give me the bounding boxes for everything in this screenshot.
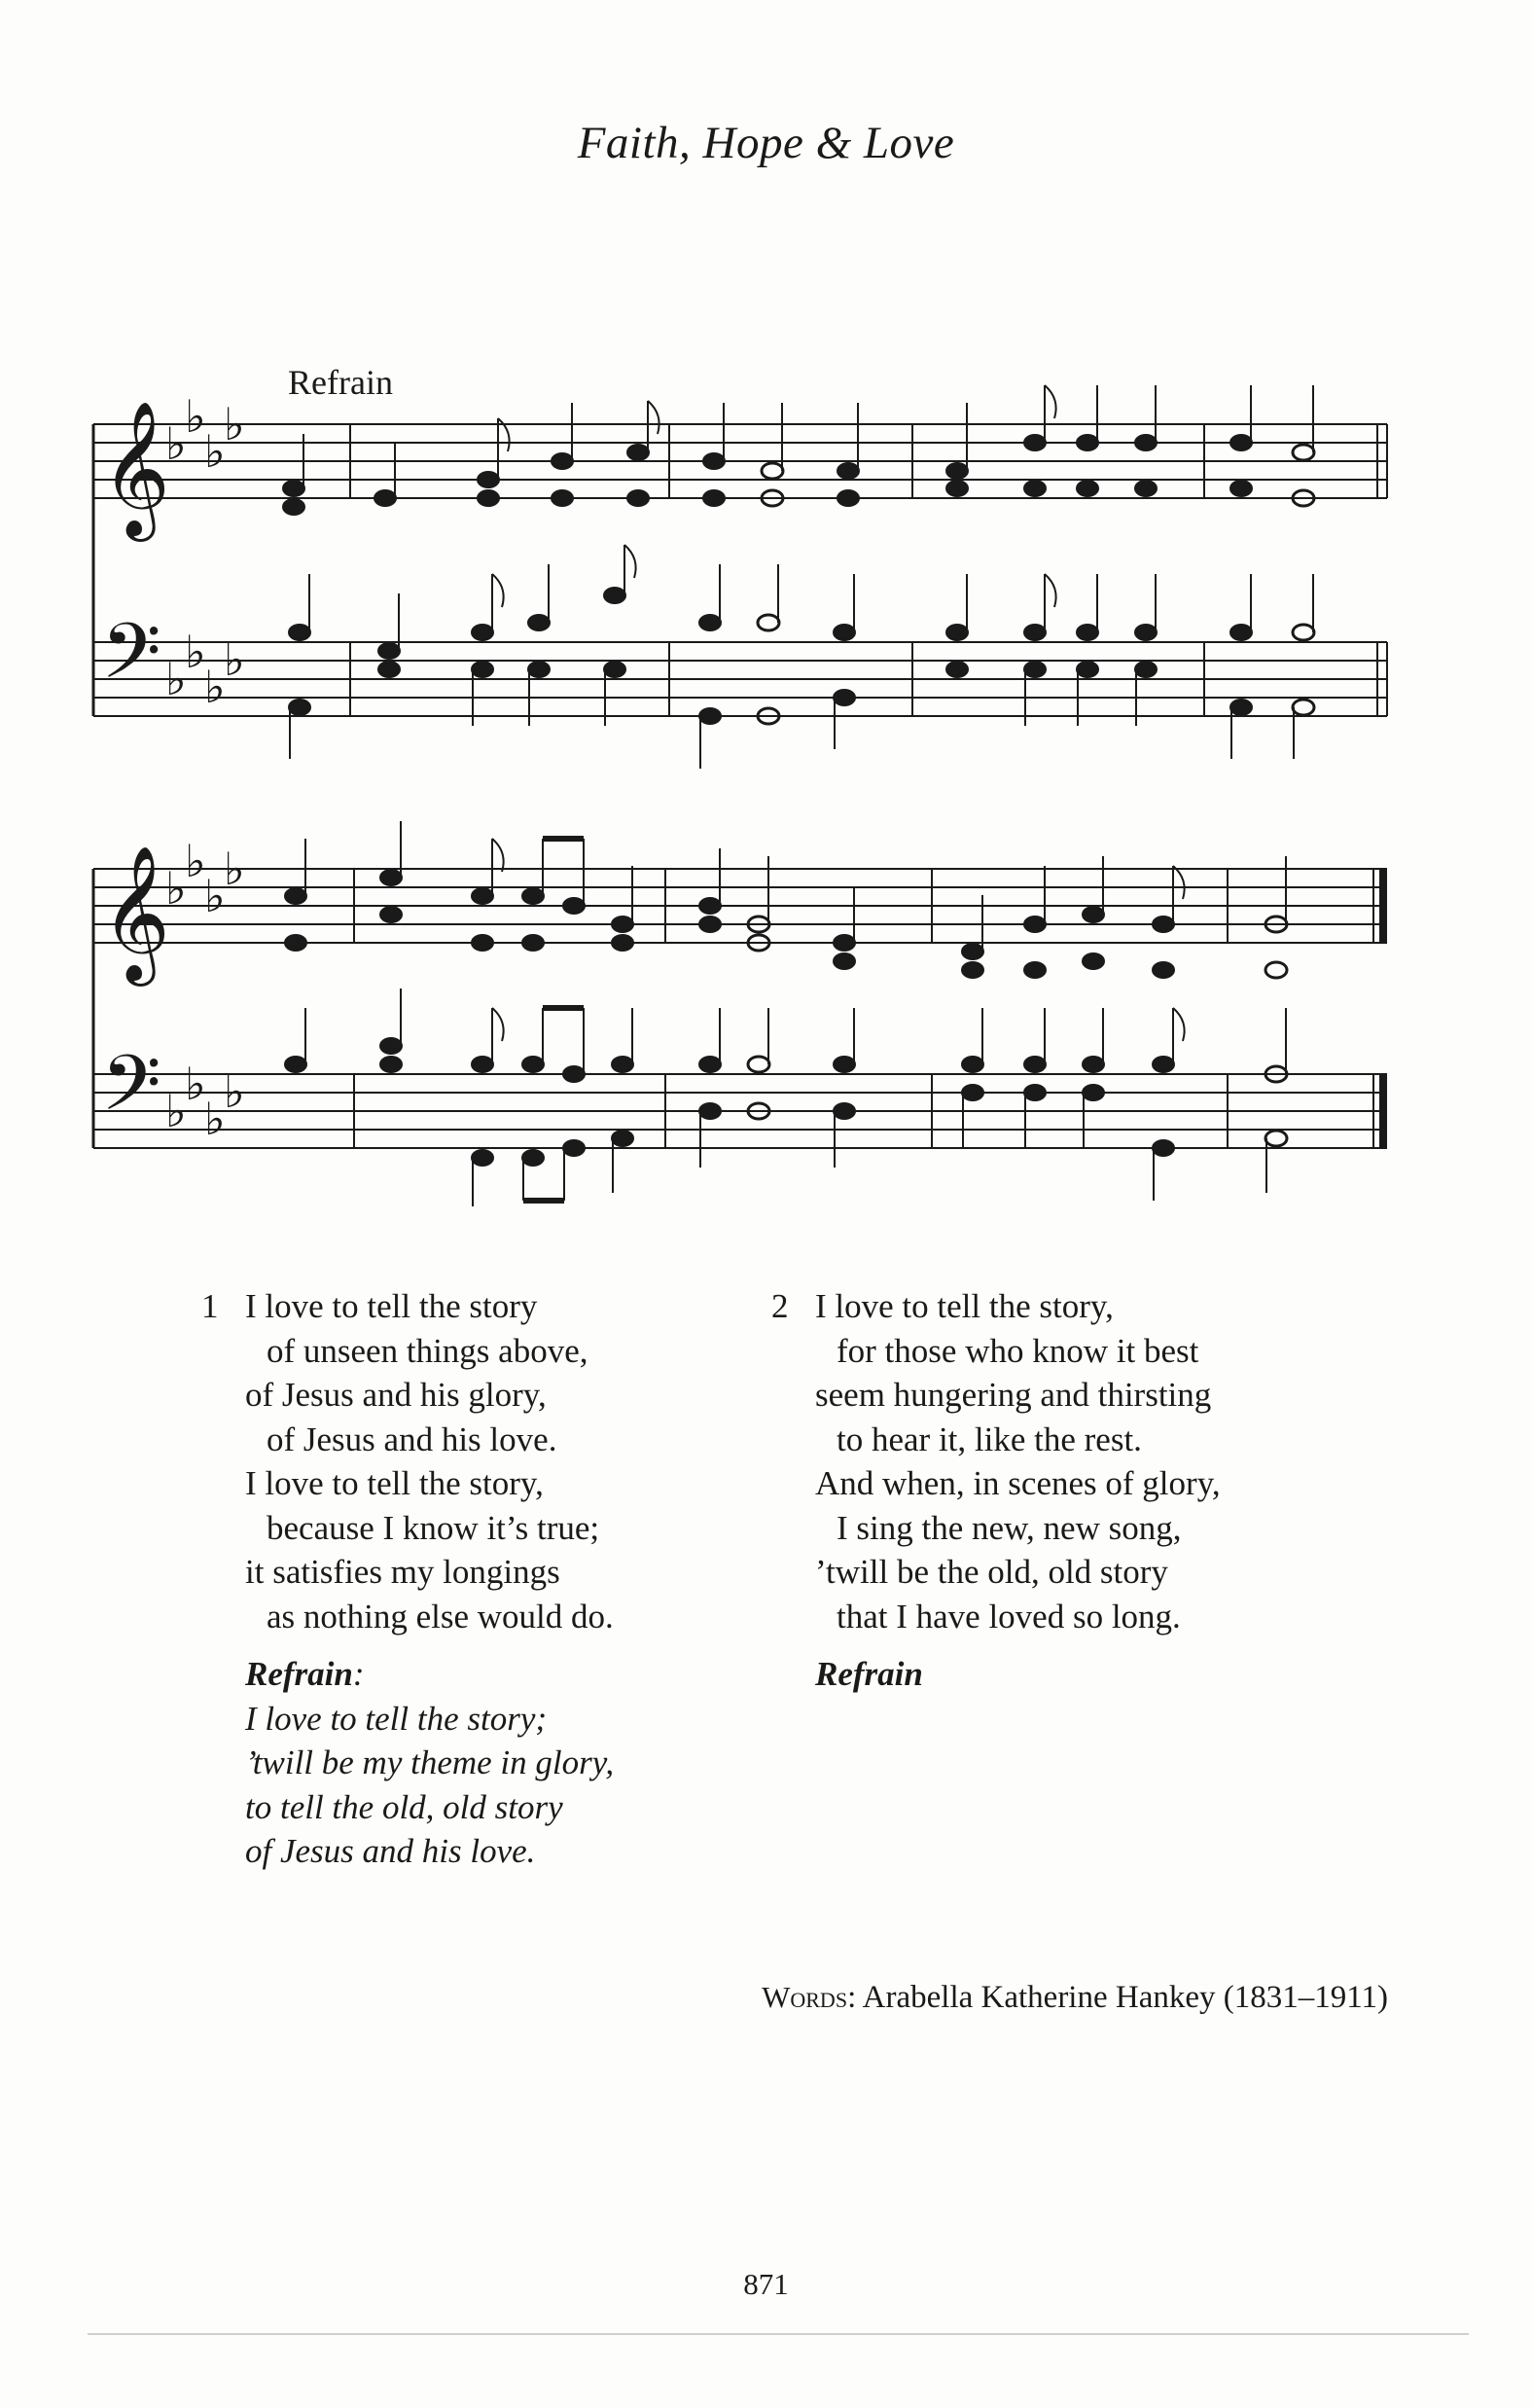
svg-text:♭: ♭: [204, 661, 226, 713]
verse-line: to hear it, like the rest.: [837, 1420, 1142, 1458]
svg-text:♭: ♭: [204, 870, 226, 922]
refrain-line: ’twill be my theme in glory,: [245, 1743, 615, 1781]
verse-line: for those who know it best: [837, 1331, 1199, 1370]
svg-text:♭: ♭: [204, 425, 226, 478]
treble-clef-icon: 𝄞: [101, 845, 170, 981]
system-2-key-signature: [165, 835, 245, 1145]
svg-text:♭: ♭: [185, 835, 206, 887]
system-1-barlines: [350, 424, 1387, 716]
bottom-rule: [88, 2333, 1469, 2335]
verse-line: ’twill be the old, old story: [815, 1553, 1168, 1591]
verse-line: it satisfies my longings: [245, 1553, 560, 1591]
system-2-barlines: [354, 869, 1373, 1148]
system-2-bass-staff: [93, 1074, 1387, 1148]
refrain-label: Refrain: [288, 363, 393, 402]
verse-1-number: 1: [201, 1287, 219, 1325]
system-1-key-signature: [165, 390, 245, 713]
verse-2: [771, 1284, 1221, 1697]
svg-text:♭: ♭: [165, 862, 187, 915]
verse-line: I sing the new, new song,: [837, 1508, 1182, 1547]
svg-text:♭: ♭: [224, 633, 245, 686]
bass-clef-icon: 𝄢: [101, 606, 161, 715]
system-1-bass-notes: [289, 545, 1314, 769]
system-2: [93, 869, 1387, 1148]
svg-text:♭: ♭: [165, 653, 187, 705]
verse-line: And when, in scenes of glory,: [815, 1464, 1221, 1502]
page-number: 871: [743, 2267, 789, 2301]
verse-2-number: 2: [771, 1287, 789, 1325]
system-2-treble-staff: [93, 869, 1387, 943]
svg-text:♭: ♭: [185, 626, 206, 678]
verse-1: [201, 1284, 615, 1874]
svg-text:♭: ♭: [165, 417, 187, 470]
verse-line: I love to tell the story: [245, 1287, 538, 1325]
verse-line: that I have loved so long.: [837, 1597, 1181, 1635]
verse-line: I love to tell the story,: [245, 1464, 544, 1502]
verse-line: of Jesus and his glory,: [245, 1376, 547, 1414]
svg-text:♭: ♭: [185, 1058, 206, 1110]
refrain-heading: Refrain:: [245, 1655, 365, 1693]
treble-clef-icon: 𝄞: [101, 401, 170, 536]
refrain-line: of Jesus and his love.: [245, 1832, 536, 1870]
svg-text:♭: ♭: [224, 398, 245, 450]
section-title: Faith, Hope & Love: [577, 118, 955, 168]
bass-clef-icon: 𝄢: [101, 1038, 161, 1147]
system-2-treble-notes: [285, 821, 1287, 978]
svg-text:♭: ♭: [224, 843, 245, 895]
verse-line: seem hungering and thirsting: [815, 1376, 1212, 1414]
verse-line: of unseen things above,: [267, 1331, 588, 1370]
words-credit: Words: Arabella Katherine Hankey (1831–1911): [762, 1980, 1388, 2015]
verse-line: I love to tell the story,: [815, 1287, 1114, 1325]
refrain-line: I love to tell the story;: [245, 1699, 548, 1738]
system-1-treble-notes: [283, 385, 1314, 515]
verse-line: of Jesus and his love.: [267, 1420, 557, 1458]
verse-line: because I know it’s true;: [267, 1508, 600, 1547]
system-1-bass-staff: [93, 642, 1387, 716]
system-2-bass-notes: [285, 988, 1287, 1206]
system-1: [93, 424, 1387, 716]
refrain-heading: Refrain: [815, 1655, 923, 1693]
verse-line: as nothing else would do.: [267, 1597, 614, 1635]
svg-text:♭: ♭: [165, 1085, 187, 1137]
svg-text:♭: ♭: [224, 1065, 245, 1118]
svg-text:♭: ♭: [204, 1093, 226, 1145]
refrain-line: to tell the old, old story: [245, 1787, 563, 1826]
svg-text:♭: ♭: [185, 390, 206, 443]
